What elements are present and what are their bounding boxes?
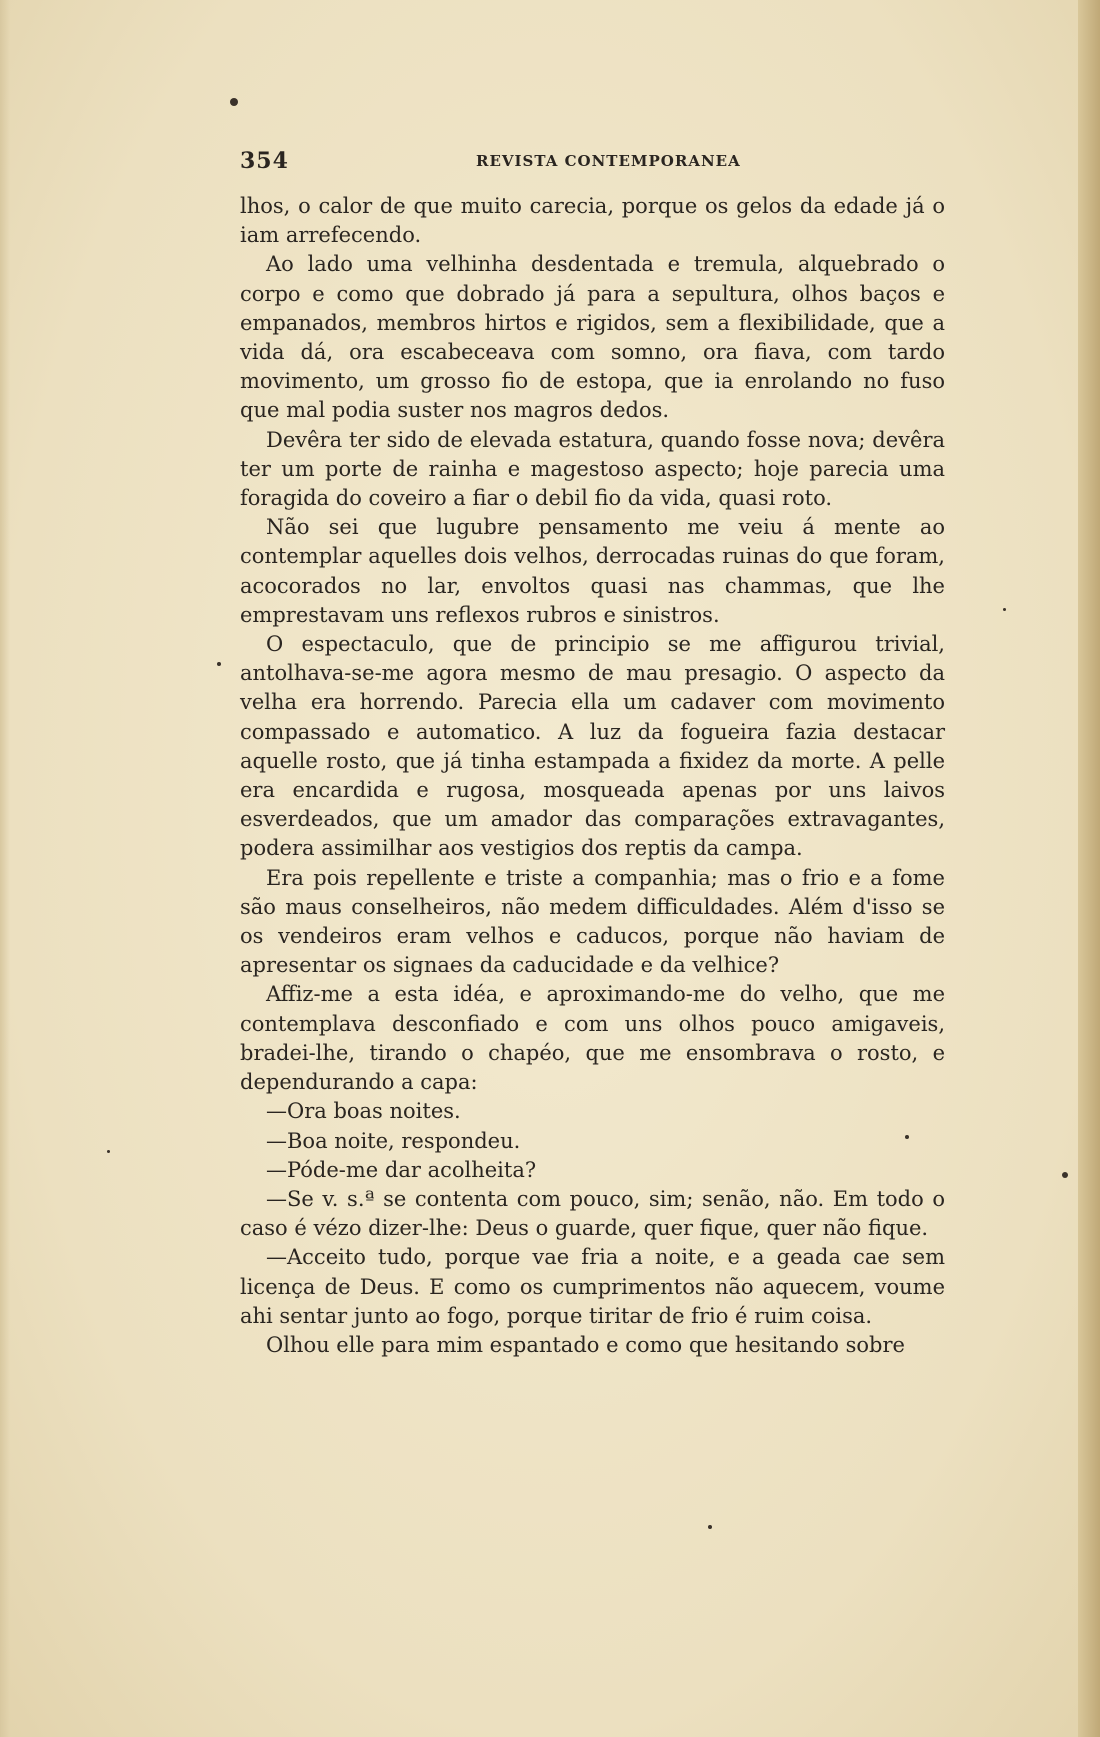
paragraph: Ao lado uma velhinha desdentada e tremula, alquebrado o corpo e como que dobrado já para a sepultura, olhos baços e empanados, membros hirtos e rigidos, sem a flexibilidade, que a vida dá, ora escabeceava com somno, ora fiava, com tardo movimento, um grosso fio de estopa, que ia enrolando no fuso que mal podia suster nos magros dedos.: [240, 252, 945, 423]
paragraph: Affiz-me a esta idéa, e aproximando-me do velho, que me contemplava desconfiado e com uns olhos pouco amigaveis, bradei-lhe, tirando o chapéo, que me ensombrava o rosto, e dependurando a capa:: [240, 982, 945, 1095]
dialogue-line: —Se v. s.ª se contenta com pouco, sim; senão, não. Em todo o caso é vézo dizer-lhe: Deus o guarde, quer fique, quer não fique.: [240, 1186, 945, 1241]
ink-speck: [1062, 1172, 1068, 1178]
paragraph: Devêra ter sido de elevada estatura, quando fosse nova; devêra ter um porte de rainha e magestoso aspecto; hoje parecia uma foragida do coveiro a fiar o debil fio da vida, quasi roto.: [240, 427, 945, 511]
paragraph: Era pois repellente e triste a companhia; mas o frio e a fome são maus conselheiros, não medem difficuldades. Além d'isso se os vendeiros eram velhos e caducos, porque não haviam de apresentar os signaes da caducidade e da velhice?: [240, 865, 945, 978]
body-text: [240, 192, 945, 1360]
paragraph: lhos, o calor de que muito carecia, porque os gelos da edade já o iam arrefecendo.: [240, 194, 945, 248]
running-title: REVISTA CONTEMPORANEA: [476, 152, 741, 170]
ink-speck: [107, 1150, 110, 1153]
ink-speck: [708, 1525, 712, 1529]
ink-speck: [1003, 608, 1006, 611]
dialogue-line: —Boa noite, respondeu.: [266, 1128, 521, 1153]
paragraph: Não sei que lugubre pensamento me veiu á mente ao contemplar aquelles dois velhos, derrocadas ruinas do que foram, acocorados no lar, envoltos quasi nas chammas, que lhe emprestavam uns reflexos rubros e sinistros.: [240, 515, 945, 627]
page-number: 354: [240, 148, 289, 174]
dialogue-line: —Ora boas noites.: [266, 1099, 461, 1124]
page-left-edge: [0, 0, 10, 1737]
dialogue-line: —Póde-me dar acolheita?: [266, 1157, 537, 1182]
paragraph: Olhou elle para mim espantado e como que hesitando sobre: [266, 1332, 905, 1357]
page-header: [240, 148, 945, 178]
dialogue-line: —Acceito tudo, porque vae fria a noite, e a geada cae sem licença de Deus. E como os cumprimentos não aquecem, voume ahi sentar junto ao fogo, porque tiritar de frio é ruim coisa.: [240, 1245, 945, 1328]
page-right-edge: [1078, 0, 1100, 1737]
paragraph: O espectaculo, que de principio se me affigurou trivial, antolhava-se-me agora mesmo de mau presagio. O aspecto da velha era horrendo. Parecia ella um cadaver com movimento compassado e automatico. A luz da fogueira fazia destacar aquelle rosto, que já tinha estampada a fixidez da morte. A pelle era encardida e rugosa, mosqueada apenas por uns laivos esverdeados, que um amador das comparações extravagantes, podera assimilhar aos vestigios dos reptis da campa.: [240, 632, 945, 861]
ink-speck: [230, 98, 238, 106]
ink-speck: [217, 662, 221, 666]
